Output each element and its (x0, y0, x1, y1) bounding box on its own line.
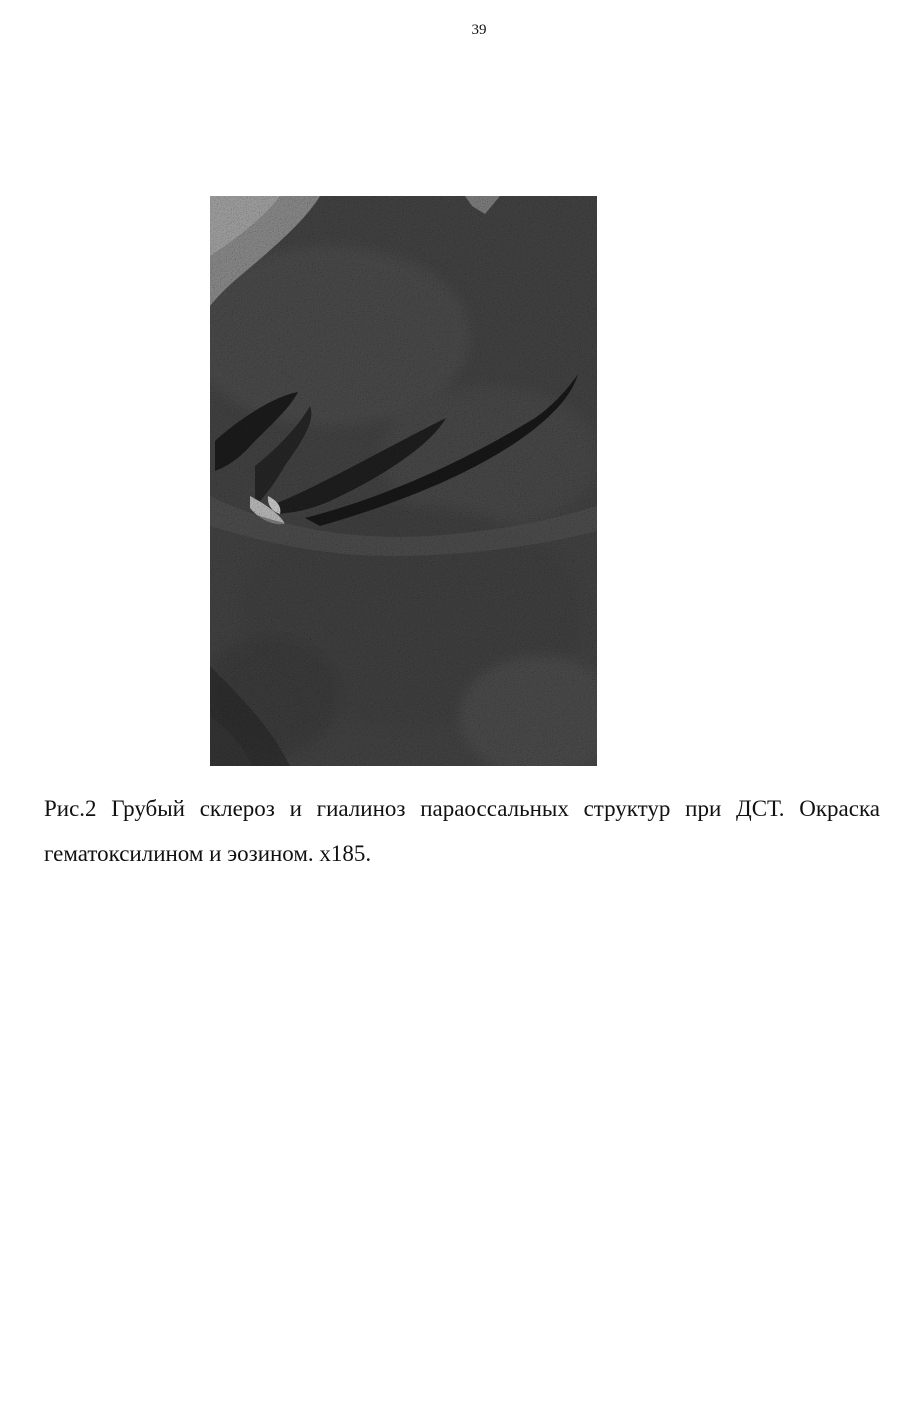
caption-line-2: гематоксилином и эозином. х185. (44, 841, 372, 866)
caption-line-1: Рис.2 Грубый склероз и гиалиноз параоссальных структур при ДСТ. Окраска (44, 796, 880, 821)
figure-caption (44, 786, 880, 876)
page-number: 39 (471, 22, 487, 38)
micrograph-image (210, 196, 597, 766)
